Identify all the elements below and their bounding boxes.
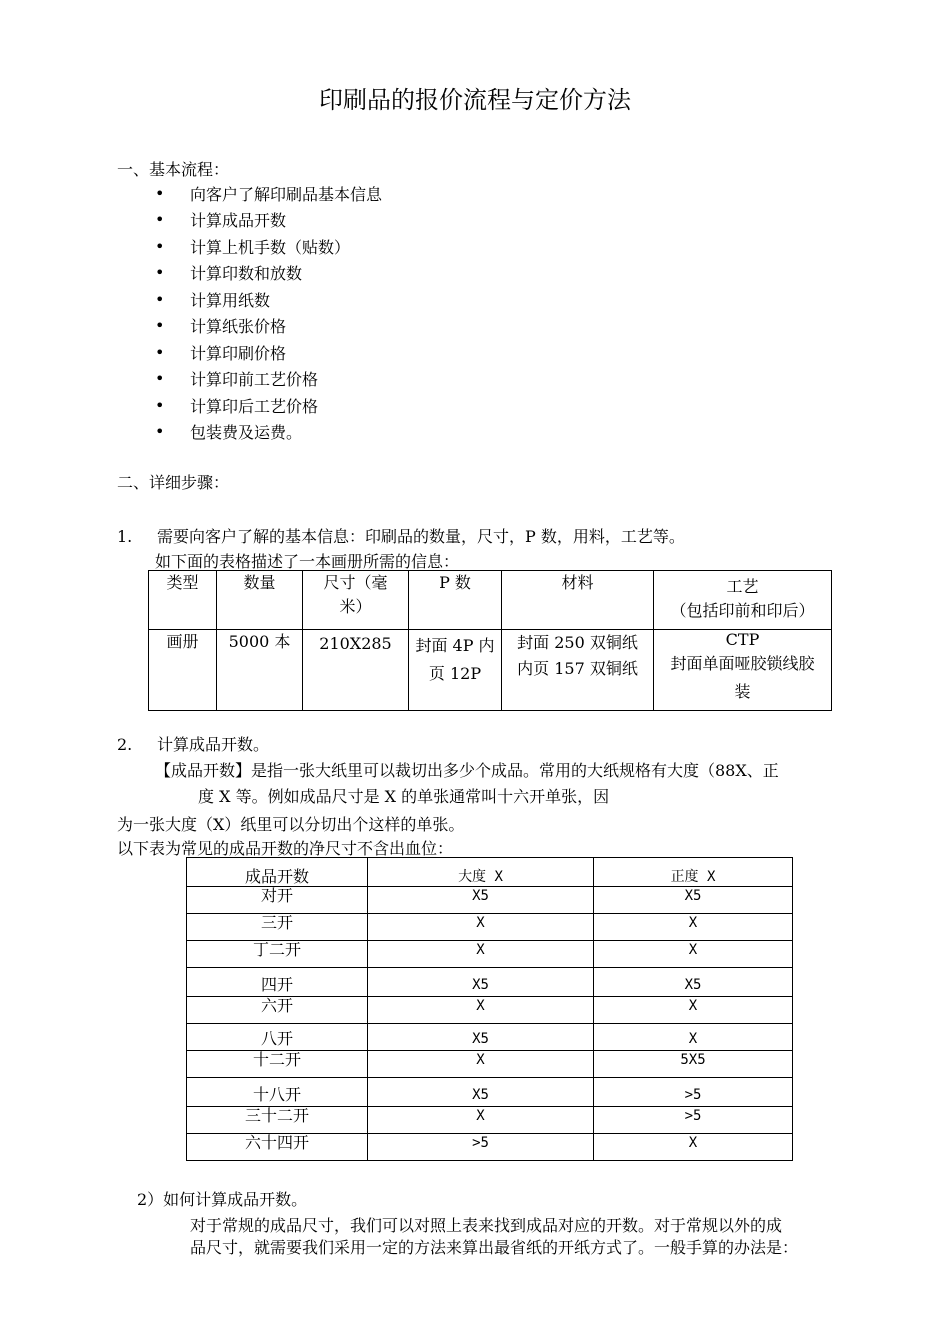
bullet-icon: • [155, 290, 165, 309]
step1-table-intro: 如下面的表格描述了一本画册所需的信息： [155, 552, 460, 571]
header-cell: 正度 X [594, 858, 793, 887]
list-item-label: 计算印刷价格 [190, 344, 287, 363]
list-item-label: 包装费及运费。 [190, 423, 303, 442]
table-row [187, 1051, 793, 1078]
header-cell: 材料 [502, 571, 654, 630]
table-cell: X5 [594, 968, 793, 997]
table-row [187, 1134, 793, 1161]
table-cell: 六十四开 [187, 1134, 368, 1161]
table-row [187, 1107, 793, 1134]
bullet-icon: • [155, 369, 165, 388]
table-cell: 丁二开 [187, 941, 368, 968]
table-cell: 5X5 [594, 1051, 793, 1078]
table-cell: 210X285 [303, 630, 409, 711]
list-item-label: 计算上机手数（贴数） [190, 238, 351, 257]
list-item-label: 计算印数和放数 [190, 264, 303, 283]
sub2-paragraph-line1: 对于常规的成品尺寸，我们可以对照上表来找到成品对应的开数。对于常规以外的成 [190, 1216, 783, 1235]
table-cell: 封面 250 双铜纸 内页 157 双铜纸 [502, 630, 654, 711]
header-cell: 数量 [217, 571, 303, 630]
list-item-label: 计算印前工艺价格 [190, 370, 319, 389]
table-cell: X [368, 914, 594, 941]
table-row [187, 997, 793, 1024]
table-cell: >5 [594, 1107, 793, 1134]
step2-number: 2. [117, 735, 133, 754]
bullet-icon: • [155, 396, 165, 415]
table-cell: >5 [594, 1078, 793, 1107]
step2-text: 计算成品开数。 [157, 735, 270, 754]
bullet-icon: • [155, 263, 165, 282]
list-item-label: 向客户了解印刷品基本信息 [190, 185, 383, 204]
table-cell: X [368, 1051, 594, 1078]
table-cell: CTP 封面单面哑胶锁线胶 装 [654, 630, 832, 711]
table-cell: 四开 [187, 968, 368, 997]
table-cell: 三开 [187, 914, 368, 941]
table-cell: X [594, 1134, 793, 1161]
table-cell: X [594, 1024, 793, 1051]
sub2-heading: 2）如何计算成品开数。 [137, 1190, 308, 1209]
paper-size-table [186, 857, 793, 1161]
table-cell: X [368, 941, 594, 968]
step2-paragraph-line1: 【成品开数】是指一张大纸里可以裁切出多少个成品。常用的大纸规格有大度（88X、正 [155, 761, 779, 780]
table-cell: X [368, 997, 594, 1024]
table-row [187, 941, 793, 968]
header-cell: 大度 X [368, 858, 594, 887]
table-cell: X [368, 1107, 594, 1134]
section2-heading: 二、详细步骤： [117, 473, 230, 492]
table-row [149, 630, 832, 711]
list-item-label: 计算纸张价格 [190, 317, 287, 336]
table-cell: 三十二开 [187, 1107, 368, 1134]
table-cell: X [594, 914, 793, 941]
table-cell: 封面 4P 内 页 12P [409, 630, 502, 711]
table-cell: X [594, 997, 793, 1024]
step2-paragraph-line3: 为一张大度（X）纸里可以分切出个这样的单张。 [117, 815, 465, 834]
header-cell: 类型 [149, 571, 217, 630]
table-cell: 十八开 [187, 1078, 368, 1107]
header-cell: 工艺 （包括印前和印后） [654, 571, 832, 630]
list-item-label: 计算用纸数 [190, 291, 271, 310]
step1-text: 需要向客户了解的基本信息：印刷品的数量，尺寸，P 数，用料，工艺等。 [157, 527, 685, 546]
table-cell: X [594, 941, 793, 968]
table-cell: 十二开 [187, 1051, 368, 1078]
bullet-icon: • [155, 316, 165, 335]
table-cell: >5 [368, 1134, 594, 1161]
product-info-table [148, 570, 832, 711]
bullet-icon: • [155, 422, 165, 441]
step2-table-intro: 以下表为常见的成品开数的净尺寸不含出血位： [117, 839, 454, 858]
list-item-label: 计算成品开数 [190, 211, 287, 230]
table-cell: X5 [594, 887, 793, 914]
sub2-paragraph-line2: 品尺寸，就需要我们采用一定的方法来算出最省纸的开纸方式了。一般手算的办法是： [190, 1238, 799, 1257]
table-cell: 5000 本 [217, 630, 303, 711]
list-item-label: 计算印后工艺价格 [190, 397, 319, 416]
table-row [187, 914, 793, 941]
table-cell: X5 [368, 1024, 594, 1051]
table-cell: X5 [368, 1078, 594, 1107]
table-row [187, 887, 793, 914]
page-title: 印刷品的报价流程与定价方法 [319, 86, 631, 114]
table-cell: X5 [368, 887, 594, 914]
table-cell: 画册 [149, 630, 217, 711]
bullet-icon: • [155, 184, 165, 203]
step2-paragraph-line2: 度 X 等。例如成品尺寸是 X 的单张通常叫十六开单张，因 [198, 787, 610, 806]
table-cell: X5 [368, 968, 594, 997]
table-header-row [187, 858, 793, 887]
table-cell: 对开 [187, 887, 368, 914]
table-cell: 六开 [187, 997, 368, 1024]
table-row [187, 968, 793, 997]
step1-number: 1. [117, 527, 133, 546]
table-row [187, 1024, 793, 1051]
header-cell: 成品开数 [187, 858, 368, 887]
table-header-row [149, 571, 832, 630]
bullet-icon: • [155, 237, 165, 256]
table-cell: 八开 [187, 1024, 368, 1051]
section1-heading: 一、基本流程： [117, 160, 230, 179]
bullet-icon: • [155, 210, 165, 229]
header-cell: 尺寸（毫 米） [303, 571, 409, 630]
bullet-icon: • [155, 343, 165, 362]
table-row [187, 1078, 793, 1107]
header-cell: P 数 [409, 571, 502, 630]
